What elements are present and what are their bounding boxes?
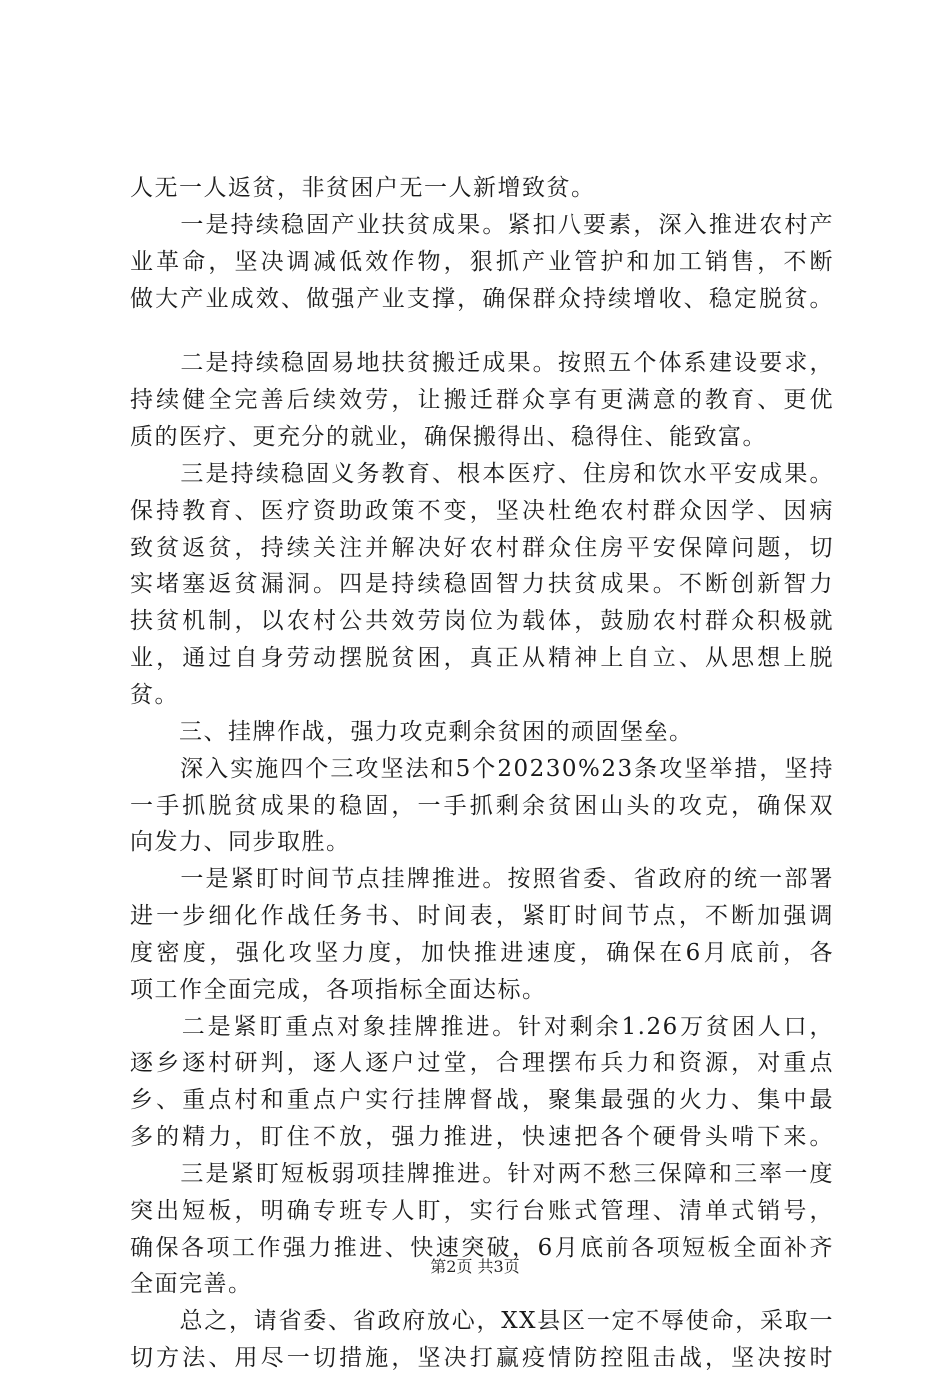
text-line: 致贫返贫，持续关注并解决好农村群众住房平安保障问题，切 [130,534,834,561]
text-line: 一手抓脱贫成果的稳固，一手抓剩余贫困山头的攻克，确保双 [130,792,834,819]
text-line: 贫。 [130,681,179,708]
text-line: 全面完善。 [130,1271,253,1298]
text-line: 确保各项工作强力推进、快速突破，6月底前各项短板全面补齐 [130,1234,834,1261]
text-line: 一是紧盯时间节点挂牌推进。按照省委、省政府的统一部署 [130,866,834,893]
text-line: 多的精力，盯住不放，强力推进，快速把各个硬骨头啃下来。 [130,1124,834,1151]
text-line: 业革命，坚决调减低效作物，狠抓产业管护和加工销售，不断 [130,248,834,275]
text-line: 实堵塞返贫漏洞。四是持续稳固智力扶贫成果。不断创新智力 [130,571,834,598]
text-line: 项工作全面完成，各项指标全面达标。 [130,976,547,1003]
text-line: 三是紧盯短板弱项挂牌推进。针对两不愁三保障和三率一度 [130,1160,834,1187]
text-line: 做大产业成效、做强产业支撑，确保群众持续增收、稳定脱贫。 [130,285,834,312]
text-line: 进一步细化作战任务书、时间表，紧盯时间节点，不断加强调 [130,903,834,930]
text-line: 业，通过自身劳动摆脱贫困，真正从精神上自立、从思想上脱 [130,645,834,672]
text-line: 质的医疗、更充分的就业，确保搬得出、稳得住、能致富。 [130,424,767,451]
text-line: 三是持续稳固义务教育、根本医疗、住房和饮水平安成果。 [130,460,834,487]
body-text [130,170,834,1377]
text-line: 逐乡逐村研判，逐人逐户过堂，合理摆布兵力和资源，对重点 [130,1050,834,1077]
text-line: 三、挂牌作战，强力攻克剩余贫困的顽固堡垒。 [130,718,694,745]
text-line: 一是持续稳固产业扶贫成果。紧扣八要素，深入推进农村产 [130,211,834,238]
text-line: 人无一人返贫，非贫困户无一人新增致贫。 [130,175,596,201]
page-footer: 第2页 共3页 [430,1257,520,1276]
text-line: 深入实施四个三攻坚法和5个20230%23条攻坚举措，坚持 [130,755,834,782]
text-line: 二是持续稳固易地扶贫搬迁成果。按照五个体系建设要求， [130,350,834,377]
text-line: 突出短板，明确专班专人盯，实行台账式管理、清单式销号， [130,1197,834,1224]
text-line: 乡、重点村和重点户实行挂牌督战，聚集最强的火力、集中最 [130,1087,834,1114]
text-line: 切方法、用尽一切措施，坚决打赢疫情防控阻击战，坚决按时 [130,1345,834,1372]
text-line: 度密度，强化攻坚力度，加快推进速度，确保在6月底前，各 [130,939,834,966]
text-line: 总之，请省委、省政府放心，XX县区一定不辱使命，采取一 [130,1308,834,1335]
text-line: 保持教育、医疗资助政策不变，坚决杜绝农村群众因学、因病 [130,497,834,524]
text-line: 扶贫机制，以农村公共效劳岗位为载体，鼓励农村群众积极就 [130,608,834,635]
text-line: 持续健全完善后续效劳，让搬迁群众享有更满意的教育、更优 [130,387,834,414]
text-line: 二是紧盯重点对象挂牌推进。针对剩余1.26万贫困人口， [130,1013,834,1040]
text-line: 向发力、同步取胜。 [130,829,351,856]
